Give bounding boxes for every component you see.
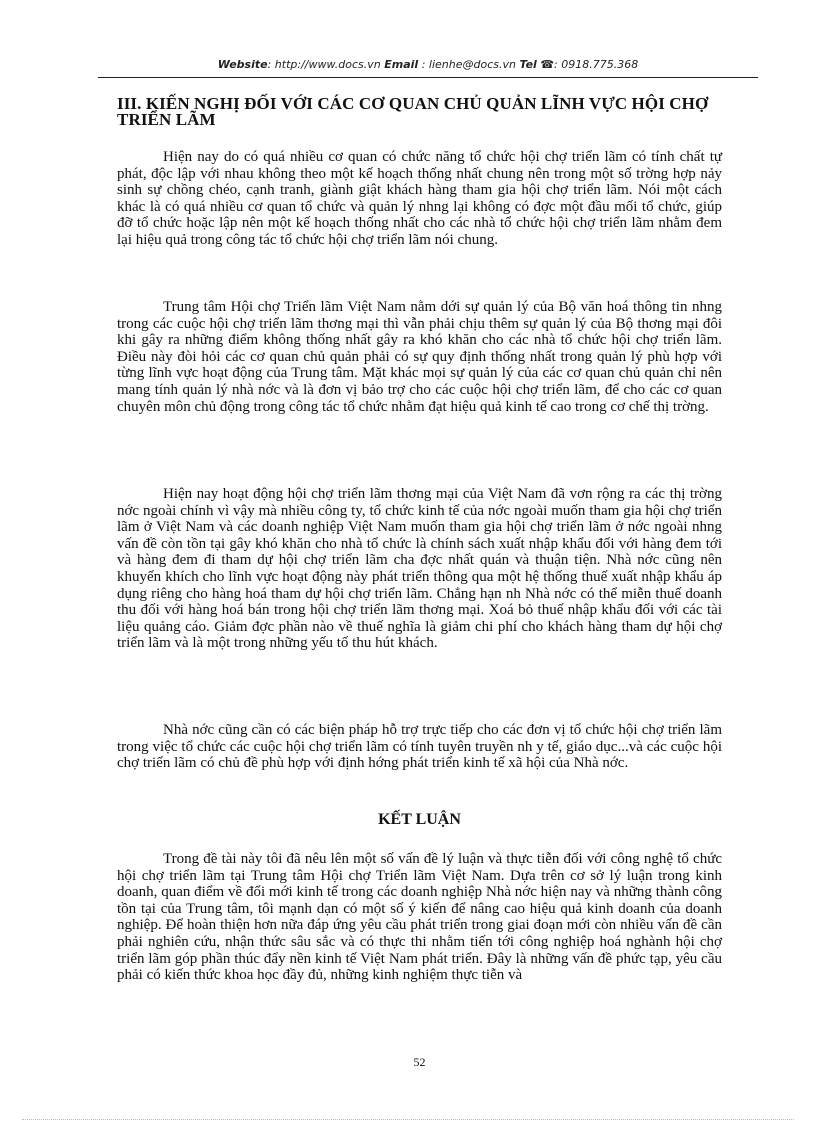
website-value: : http://www.docs.vn [267,58,381,71]
tel-value: ☎: 0918.775.368 [540,58,639,71]
website-label: Website [217,58,268,71]
section-heading: III. KIẾN NGHỊ ĐỐI VỚI CÁC CƠ QUAN CHỦ QUẢN LĨNH VỰC HỘI CHỢ TRIỂN LÃM [117,94,709,129]
email-value: : lienhe@docs.vn [421,58,516,71]
conclusion-heading: KẾT LUẬN [378,811,461,828]
paragraph-2: Trung tâm Hội chợ Triển lãm Việt Nam nằm dới sự quản lý của Bộ văn hoá thông tin nhng trong các cuộc hội chợ triển lãm thơng mại thì vẫn phải chịu thêm sự quản lý của Bộ thơng mại đôi khi gây ra những điểm không thống nhất gây ra khó khăn cho các nhà tổ chức hội chợ triển lãm. Điều này đòi hỏi các cơ quan chủ quản phải có sự quy định thống nhất trong quản lý phù hợp với từng lĩnh vực hoạt động của Trung tâm. Mặt khác mọi sự quản lý của các cơ quan chủ quản chỉ nên mang tính quản lý nhà nớc và là đơn vị bảo trợ cho các cuộc hội chợ triển lãm, để cho các cơ quan chuyên môn chủ động trong công tác tổ chức nhằm đạt hiệu quả kinh tế cao trong cơ chế thị trờng. [117,299,722,415]
page-header [98,53,758,78]
tel-label: Tel [519,58,537,71]
page-number: 52 [413,1055,426,1069]
email-label: Email [384,58,419,71]
paragraph-4: Nhà nớc cũng cần có các biện pháp hỗ trợ trực tiếp cho các đơn vị tổ chức hội chợ triển lãm trong việc tổ chức các cuộc hội chợ triển lãm có tính tuyên truyền nh y tế, giáo dục...và các cuộc hội chợ triển lãm có chủ đề phù hợp với định hớng phát triển kinh tế xã hội của Nhà nớc. [117,722,722,772]
footer-divider [22,1119,794,1120]
conclusion-paragraph: Trong đề tài này tôi đã nêu lên một số vấn đề lý luận và thực tiễn đối với công nghệ tổ chức hội chợ triển lãm tại Trung tâm Hội chợ Triển lãm Việt Nam. Dựa trên cơ sở lý luận trong kinh doanh, quan điểm về đổi mới kinh tế trong các doanh nghiệp Nhà nớc hiện nay và những thành công tồn tại của Trung tâm, tôi mạnh dạn có một số ý kiến để nâng cao hiệu quả kinh doanh của doanh nghiệp. Để hoàn thiện hơn nữa đáp ứng yêu cầu phát triển trong giai đoạn mới còn nhiều vấn đề cần phải nghiên cứu, nhận thức sâu sắc và có thực thi nhằm tiến tới công nghiệp hoá nghành hội chợ triển lãm góp phần thúc đẩy nền kinh tế Việt Nam phát triển. Đây là những vấn đề phức tạp, yêu cầu phải có kiến thức khoa học đầy đủ, những kinh nghiệm thực tiễn và [117,851,722,984]
paragraph-1: Hiện nay do có quá nhiều cơ quan có chức năng tổ chức hội chợ triển lãm có tính chất tự phát, độc lập với nhau không theo một kế hoạch thống nhất chung nên trong một số trờng hợp nảy sinh sự chồng chéo, cạnh tranh, giành giật khách hàng tham gia hội chợ triển lãm. Nói một cách khác là có quá nhiều cơ quan tổ chức và quản lý nhng lại không có đợc một đầu mối tổ chức, giúp đỡ tổ chức hoặc lập nên một kế hoạch thống nhất cho các nhà tổ chức hội chợ triển lãm nhằm đem lại hiệu quả trong công tác tổ chức hội chợ triển lãm nói chung. [117,149,722,248]
paragraph-3: Hiện nay hoạt động hội chợ triển lãm thơng mại của Việt Nam đã vơn rộng ra các thị trờng nớc ngoài chính vì vậy mà nhiều công ty, tổ chức kinh tế của nớc ngoài muốn tham gia hội chợ triển lãm ở Việt Nam và các doanh nghiệp Việt Nam muốn tham gia hội chợ triển lãm ở nớc ngoài nhng vấn đề còn tồn tại gây khó khăn cho nhà tổ chức là chính sách xuất nhập khẩu đối với hàng đem tới và hàng đem đi tham dự hội chợ triển lãm cha đợc nhất quán và thuận tiện. Nhà nớc cũng nên khuyến khích cho lĩnh vực hoạt động này phát triển thông qua một hệ thống thuế xuất nhập khẩu áp dụng riêng cho hàng hoá tham dự hội chợ triển lãm. Chẳng hạn nh Nhà nớc có thể miễn thuế doanh thu đối với hàng hoá bán trong hội chợ triển lãm thơng mại. Xoá bỏ thuế nhập khẩu đối với các tài liệu quảng cáo. Giảm đợc phần nào về thuế nghĩa là giảm chi phí cho khách hàng tham dự hội chợ triển lãm và là một trong những yếu tố thu hút khách. [117,486,722,652]
